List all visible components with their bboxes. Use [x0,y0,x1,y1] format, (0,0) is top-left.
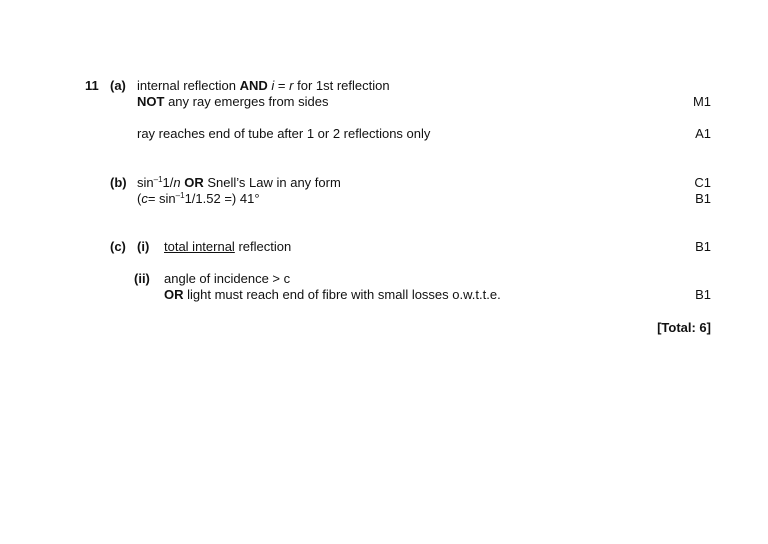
part-a-line1: internal reflection AND i = r for 1st reflection [137,78,390,93]
part-b-line1: $\sin^{-1}1/n$ OR Snell’s Law in any form [137,175,341,190]
part-a-line2: NOT any ray emerges from sides [137,94,329,109]
part-b-line2: ($c= \sin^{-1}1/1.52$ =) 41° [137,191,260,206]
part-c-i-text: total internal reflection [164,239,292,254]
part-b-label: (b) [110,175,127,190]
part-b-mark-c1: C1 [694,175,711,190]
part-c-ii-line1: angle of incidence > c [164,271,291,286]
total-marks: [Total: 6] [657,320,711,335]
part-c-i-label: (i) [137,239,150,254]
question-number: 11 [85,78,99,93]
part-c-ii-line2: OR light must reach end of fibre with small losses o.w.t.t.e. [164,287,501,302]
part-a-line3: ray reaches end of tube after 1 or 2 reflections only [137,126,431,141]
part-c-ii-mark: B1 [695,287,711,302]
part-a-mark-m1: M1 [692,94,711,109]
part-c-i-mark: B1 [695,239,711,254]
part-a-mark-a1: A1 [695,126,711,141]
part-c-label: (c) [110,239,126,254]
part-a-label: (a) [110,78,126,93]
part-c-ii-label: (ii) [134,271,150,286]
part-b-mark-b1: B1 [695,191,711,206]
